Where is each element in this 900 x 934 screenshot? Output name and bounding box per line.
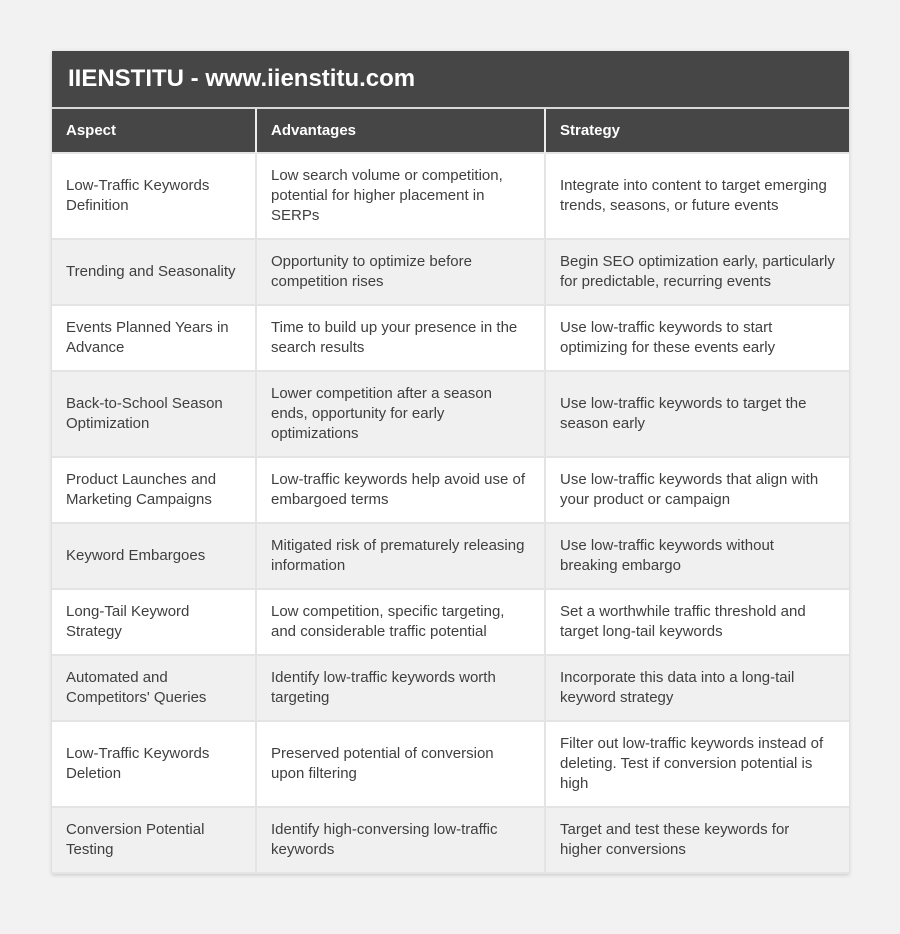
- table-row: [52, 523, 849, 589]
- cell-strategy: Target and test these keywords for higher conversions: [545, 807, 849, 873]
- cell-advantages: Low competition, specific targeting, and considerable traffic potential: [256, 589, 545, 655]
- table-row: [52, 655, 849, 721]
- table-row: [52, 721, 849, 807]
- cell-aspect: Product Launches and Marketing Campaigns: [52, 457, 256, 523]
- column-header-advantages: Advantages: [256, 108, 545, 153]
- cell-strategy: Use low-traffic keywords that align with your product or campaign: [545, 457, 849, 523]
- cell-strategy: Begin SEO optimization early, particularly for predictable, recurring events: [545, 239, 849, 305]
- cell-aspect: Conversion Potential Testing: [52, 807, 256, 873]
- cell-strategy: Incorporate this data into a long-tail keyword strategy: [545, 655, 849, 721]
- table-card: [52, 51, 849, 874]
- cell-advantages: Opportunity to optimize before competition rises: [256, 239, 545, 305]
- cell-aspect: Events Planned Years in Advance: [52, 305, 256, 371]
- table-row: [52, 239, 849, 305]
- table-row: [52, 371, 849, 457]
- cell-strategy: Set a worthwhile traffic threshold and target long-tail keywords: [545, 589, 849, 655]
- cell-advantages: Mitigated risk of prematurely releasing information: [256, 523, 545, 589]
- table-body: [52, 153, 849, 873]
- table-row: [52, 457, 849, 523]
- cell-advantages: Identify high-conversing low-traffic keywords: [256, 807, 545, 873]
- cell-aspect: Low-Traffic Keywords Definition: [52, 153, 256, 239]
- column-header-aspect: Aspect: [52, 108, 256, 153]
- cell-aspect: Back-to-School Season Optimization: [52, 371, 256, 457]
- cell-aspect: Keyword Embargoes: [52, 523, 256, 589]
- cell-aspect: Long-Tail Keyword Strategy: [52, 589, 256, 655]
- keywords-strategy-table: [52, 107, 849, 874]
- cell-advantages: Identify low-traffic keywords worth targeting: [256, 655, 545, 721]
- cell-strategy: Filter out low-traffic keywords instead of deleting. Test if conversion potential is high: [545, 721, 849, 807]
- cell-aspect: Trending and Seasonality: [52, 239, 256, 305]
- card-title: IIENSTITU - www.iienstitu.com: [52, 51, 849, 107]
- cell-strategy: Use low-traffic keywords to start optimizing for these events early: [545, 305, 849, 371]
- table-row: [52, 589, 849, 655]
- cell-aspect: Low-Traffic Keywords Deletion: [52, 721, 256, 807]
- cell-advantages: Low search volume or competition, potential for higher placement in SERPs: [256, 153, 545, 239]
- table-row: [52, 153, 849, 239]
- cell-aspect: Automated and Competitors' Queries: [52, 655, 256, 721]
- cell-strategy: Integrate into content to target emerging trends, seasons, or future events: [545, 153, 849, 239]
- column-header-strategy: Strategy: [545, 108, 849, 153]
- cell-advantages: Time to build up your presence in the search results: [256, 305, 545, 371]
- table-row: [52, 807, 849, 873]
- cell-advantages: Preserved potential of conversion upon filtering: [256, 721, 545, 807]
- cell-advantages: Lower competition after a season ends, opportunity for early optimizations: [256, 371, 545, 457]
- table-header-row: [52, 108, 849, 153]
- cell-strategy: Use low-traffic keywords without breaking embargo: [545, 523, 849, 589]
- table-row: [52, 305, 849, 371]
- cell-advantages: Low-traffic keywords help avoid use of embargoed terms: [256, 457, 545, 523]
- cell-strategy: Use low-traffic keywords to target the season early: [545, 371, 849, 457]
